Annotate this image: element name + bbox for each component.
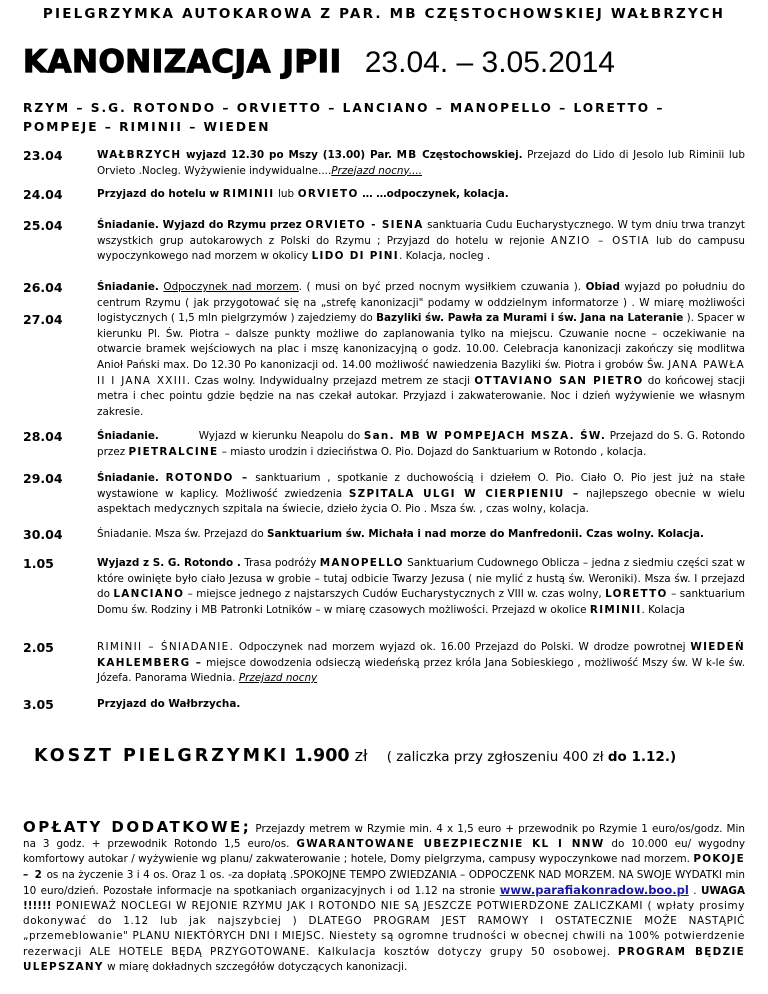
cost-line bbox=[34, 746, 676, 766]
text-span: Śniadanie. bbox=[97, 281, 159, 293]
text-span: … …odpoczynek, kolacja. bbox=[362, 188, 509, 200]
text-span: . ( musi on być przed nocnym wysiłkiem czuwania ). bbox=[298, 281, 582, 293]
text-span: Śniadanie. bbox=[97, 472, 159, 484]
text-span: wyjazd 12.30 po Mszy (13.00) Par. bbox=[185, 149, 392, 161]
main-title: KANONIZACJA JPII bbox=[23, 44, 342, 80]
text-span: Śniadanie. Msza św. Przejazd do bbox=[97, 528, 264, 540]
deposit-deadline: do 1.12.) bbox=[607, 749, 677, 765]
text-span: Obiad bbox=[585, 281, 620, 293]
day-date: 24.04 bbox=[23, 187, 63, 202]
itinerary-row bbox=[23, 280, 745, 429]
itinerary-row bbox=[23, 527, 745, 556]
pilgrimage-header: PIELGRZYMKA AUTOKAROWA Z PAR. MB CZĘSTOCHOWSKIEJ WAŁBRZYCH bbox=[42, 6, 726, 22]
text-span: Przejazd do Lido di Jesolo lub Riminii lub Orvieto .Nocleg. Wyżywienie indywidualne.... bbox=[97, 149, 745, 177]
text-span: najlepszego obecnie w wielu aspektach medycznych szpitala na świecie, dzieło życia O. Pio . Msza św. , czas wolny, kolacja. bbox=[97, 487, 745, 516]
day-date: 25.04 bbox=[23, 218, 63, 233]
text-span: sanktuarium , spotkanie z duchowością i dziełem O. Pio. Ciało O. Pio jest już na stałe wystawione w kaplicy. Możliwość zwiedzenia bbox=[97, 472, 745, 500]
text-span: RIMINII – ŚNIADANIE. bbox=[97, 641, 235, 653]
itinerary-row bbox=[23, 187, 745, 218]
text-span: OTTAVIANO SAN PIETRO bbox=[474, 374, 644, 387]
text-span: ( zaliczka przy zgłoszeniu 400 zł bbox=[386, 749, 604, 765]
day-date: 29.04 bbox=[23, 471, 63, 486]
day-description bbox=[97, 640, 745, 687]
day-description bbox=[97, 527, 745, 543]
text-span: PONIEWAŻ NOCLEGI W REJONIE RZYMU JAK I ROTONDO NIE SĄ JESZCZE POTWIERDZONE ZALICZKAMI ( wpłaty prosimy dokonywać do 1.12 lub jak najszybciej ) DLATEGO PROGRAM JEST RAMOWY I OSTATECZNIE MOŻE NASTĄPIĆ „przemeblowanie" PLANU NIEKTÓRYCH DNI I MIEJSC. Niestety są ogromne trudności w obecnej chwili na 100% potwierdzenie rezerwacji ALE HOTELE BĘDĄ PRZYGOTOWANE. Kalkulacja kosztów dotyczy grupy 50 osobowej. bbox=[23, 900, 745, 958]
day-date: 3.05 bbox=[23, 697, 54, 712]
text-span: RIMINII bbox=[589, 603, 642, 616]
text-span: ORVIETO - SIENA bbox=[305, 219, 424, 231]
text-span: Przejazdy metrem w Rzymie min. 4 x 1,5 euro + przewodnik po Rzymie 1 euro/os/godz. Min na 3 godz. + przewodnik Rotondo 1,5 euro/os. bbox=[23, 823, 745, 851]
text-span: miejsce dowodzenia odsieczą wiedeńską przez króla Jana Sobieskiego , możliwość Mszy św. W k-le św. Józefa. Panorama Wiednia. bbox=[97, 656, 745, 685]
text-span: Wyjazd z S. G. Rotondo . bbox=[97, 557, 241, 569]
itinerary-row bbox=[23, 471, 745, 527]
cost-label: KOSZT PIELGRZYMKI bbox=[34, 746, 290, 766]
text-span: . Kolacja bbox=[641, 603, 685, 616]
text-span: PIETRALCINE bbox=[128, 445, 219, 458]
fees-heading: OPŁATY DODATKOWE; bbox=[23, 818, 252, 836]
text-span: Odpoczynek nad morzem wyjazd ok. 16.00 Przejazd do Polski. W drodze powrotnej bbox=[234, 641, 686, 653]
cost-currency: zł bbox=[354, 746, 368, 765]
itinerary-row bbox=[23, 429, 745, 471]
itinerary-row bbox=[23, 218, 745, 280]
text-span: – miasto urodzin i dzieciństwa O. Pio. Dojazd do Sanktuarium w Rotondo , kolacja. bbox=[218, 445, 647, 458]
text-span: sanktuaria Cudu Eucharystycznego. W tym dniu trwa tranzyt wszystkich grup autokarowych z Polski do Rzymu ; Przyjazd do hotelu w rejonie bbox=[97, 219, 746, 247]
text-span: RIMINII bbox=[222, 188, 275, 200]
itinerary-row bbox=[23, 148, 745, 187]
day-date-pair bbox=[23, 280, 97, 328]
text-span: JANA PAWŁA II I JANA XXIII bbox=[97, 358, 745, 387]
text-span: do końcowej stacji metra i chec pointu gdzie będzie na nas czekał autokar. Przyjazd i zakwaterowanie. Noc i dzień wyżywienie we własnym zakresie. bbox=[97, 374, 746, 418]
day-date: 1.05 bbox=[23, 556, 54, 571]
text-span: UWAGA !!!!!! bbox=[23, 884, 745, 913]
text-span: Przejazd nocny bbox=[238, 672, 318, 685]
day-description bbox=[97, 148, 745, 179]
text-span: ROTONDO – bbox=[165, 472, 249, 484]
text-span: . Czas wolny. Indywidualny przejazd metrem ze stacji bbox=[186, 374, 471, 387]
text-span: . bbox=[688, 884, 697, 897]
text-span: – sanktuarium Domu św. Rodziny i MB Patronki Lotników – w miarę czasowych możliwości. Przejazd w okolice bbox=[97, 588, 745, 616]
text-span: Przejazd do S. G. Rotondo przez bbox=[97, 430, 745, 458]
route-line: RZYM – S.G. ROTONDO – ORVIETTO – LANCIANO – MANOPELLO – LORETTO – POMPEJE – RIMINII – WIEDEN bbox=[23, 101, 665, 134]
text-span: LIDO DI PINI bbox=[311, 250, 399, 263]
text-span: Sanktuarium Cudownego Oblicza – jedna z siedmiu części szat w które owinięte było ciało Jezusa w grobie – tutaj odbicie Twarzy Jezusa ( nie mylić z hustą św. Weroniki). Msza św. I przejazd do bbox=[97, 557, 745, 601]
text-span: Bazyliki św. Pawła za Murami i św. Jana na Lateranie bbox=[376, 312, 684, 325]
cost-amount: 1.900 bbox=[294, 746, 350, 766]
additional-fees bbox=[23, 820, 745, 975]
text-span: WAŁBRZYCH bbox=[97, 149, 182, 161]
text-span: LORETTO bbox=[605, 588, 668, 601]
text-span: Częstochowskiej. bbox=[422, 149, 523, 161]
text-span: Przyjazd do hotelu w bbox=[97, 188, 220, 200]
text-span: os na życzenie 3 i 4 os. Oraz 1 os. -za dopłatą .SPOKOJNE TEMPO ZWIEDZANIA – ODPOCZENK NAD MORZEM. NA SWOJE WYDATKI min 10 euro/dzień. Pozostałe informacje na spotkaniach organizacyjnych i od 1.12 na stronie bbox=[23, 868, 745, 897]
text-span: Sanktuarium św. Michała i nad morze do Manfredonii. Czas wolny. Kolacja. bbox=[267, 528, 704, 540]
text-span: lub bbox=[278, 188, 295, 200]
itinerary-row bbox=[23, 556, 745, 640]
itinerary-row bbox=[23, 697, 745, 727]
text-span: do 10.000 eu/ wygodny komfortowy autokar / wyżywienie wg planu/ zakwaterowanie ; hotele, Domy pielgrzyma, campusy wypoczynkowe nad morzem. bbox=[23, 838, 745, 866]
trip-dates: 23.04. – 3.05.2014 bbox=[364, 46, 615, 79]
day-date: 30.04 bbox=[23, 527, 63, 542]
text-span: Przejazd nocny.... bbox=[331, 164, 423, 177]
text-span: . Kolacja, nocleg . bbox=[398, 250, 491, 263]
day-description bbox=[97, 429, 745, 460]
text-span: POKOJE – 2 bbox=[23, 853, 745, 881]
text-span: GWARANTOWANE UBEZPIECZNIE KL I NNW bbox=[296, 838, 605, 851]
text-span: w miarę dokładnych szczegółów dotyczących kanonizacji. bbox=[103, 960, 408, 973]
text-span: ANZIO – OSTIA bbox=[550, 234, 650, 247]
text-span: Przyjazd do Wałbrzycha. bbox=[97, 698, 241, 710]
day-date: 23.04 bbox=[23, 148, 63, 163]
day-description bbox=[97, 471, 745, 518]
text-span: – miejsce jednego z najstarszych Cudów Eucharystycznych z VIII w. czas wolny, bbox=[184, 588, 602, 601]
day-description bbox=[97, 697, 745, 713]
text-span: Śniadanie. Wyjazd do Rzymu przez bbox=[97, 219, 302, 231]
deposit-note bbox=[387, 749, 676, 765]
day-description bbox=[97, 280, 745, 420]
text-span: MANOPELLO bbox=[319, 557, 404, 569]
day-description bbox=[97, 556, 745, 618]
text-span: PROGRAM BĘDZIE ULEPSZANY bbox=[23, 945, 745, 973]
text-span: wyjazd po południu do centrum Rzymu ( jak przygotować się na „strefę kanonizacji" podamy w oddzielnym informatorze ) . W miarę możliwości logistycznych ( 1,5 mln pielgrzymów ) zajedziemy do bbox=[97, 281, 746, 325]
text-span: ORVIETO bbox=[297, 188, 359, 200]
text-span: WIEDEŃ KAHLEMBERG – bbox=[97, 641, 745, 669]
text-span: Trasa podróży bbox=[240, 557, 317, 569]
title-row bbox=[23, 44, 615, 80]
day-description bbox=[97, 187, 745, 203]
text-span: Śniadanie. bbox=[97, 430, 159, 442]
text-span: LANCIANO bbox=[113, 588, 185, 601]
text-span: Odpoczynek nad morzem bbox=[163, 281, 299, 293]
text-span: San. MB W POMPEJACH MSZA. ŚW. bbox=[363, 430, 607, 442]
itinerary-row bbox=[23, 640, 745, 697]
text-span: Wyjazd w kierunku Neapolu do bbox=[198, 430, 361, 442]
day-date: 28.04 bbox=[23, 429, 63, 444]
text-span: SZPITALA ULGI W CIERPIENIU – bbox=[348, 487, 580, 500]
text-span: ). Spacer w kierunku Pl. Św. Piotra – dalsze punkty możliwe do zaplanowania tylko na miejscu. Czuwanie nocne – oczekiwanie na otwarcie bramek wejściowych na plac i mszę kanonizacyjną o godz. 10.00. Celebracja kanonizacji zakończy się modlitwa Anioł Pański max. Do 12.30 Po kanonizacji od. 14.00 możliwość nawiedzenia Bazyliki św. Piotra i grobów Św. bbox=[97, 312, 746, 371]
itinerary bbox=[23, 148, 745, 727]
text-span: lub do campusu wypoczynkowego nad morzem w okolicy bbox=[97, 234, 745, 263]
day-date: 2.05 bbox=[23, 640, 54, 655]
day-description bbox=[97, 218, 745, 265]
day-date: 26.04 bbox=[23, 280, 63, 295]
day-date: 27.04 bbox=[23, 312, 63, 327]
parish-website-link[interactable]: www.parafiakonradow.boo.pl bbox=[499, 882, 689, 897]
text-span: MB bbox=[396, 149, 418, 161]
